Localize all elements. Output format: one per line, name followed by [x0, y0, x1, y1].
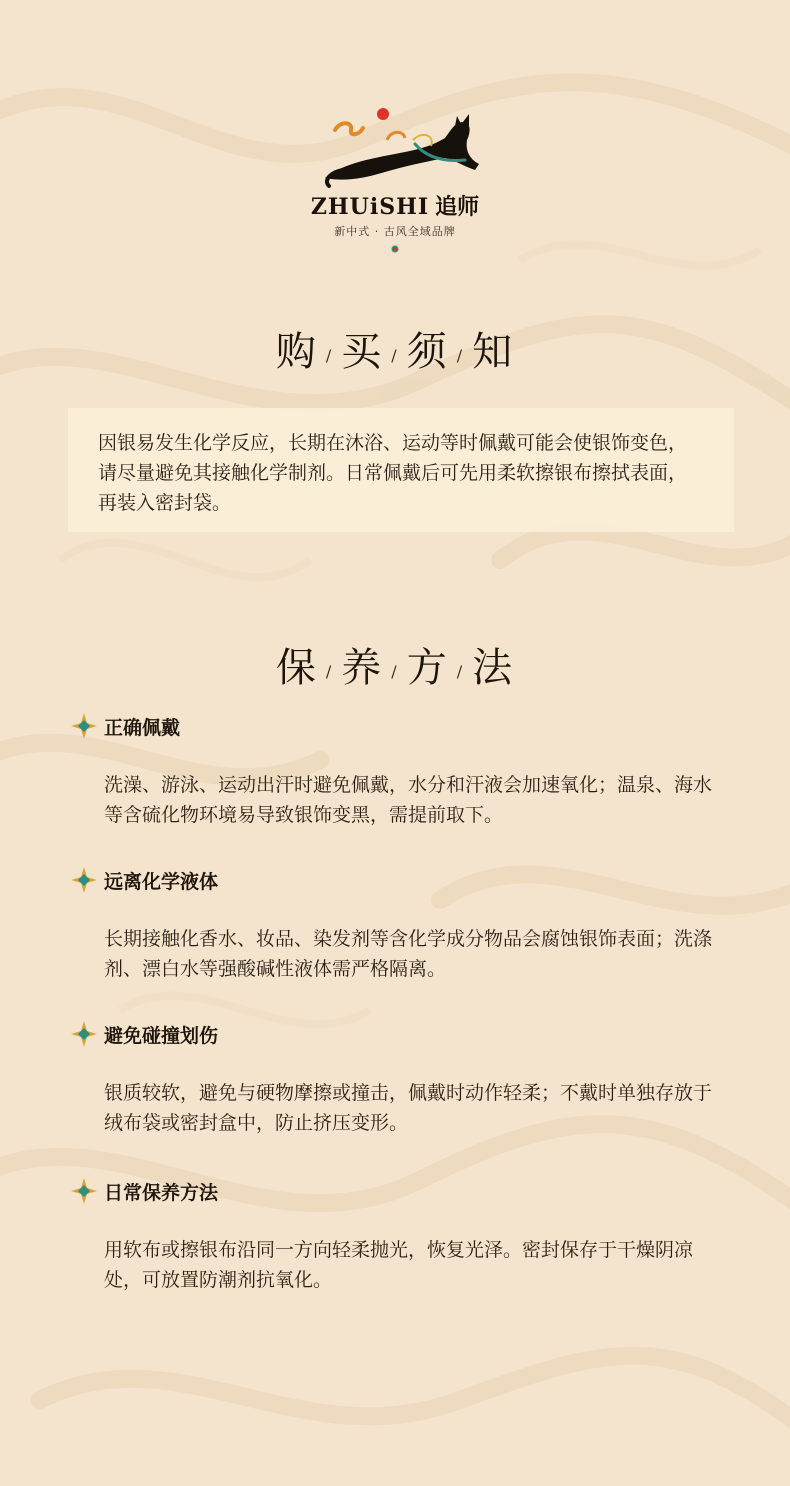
care-item-title: 避免碰撞划伤 — [104, 1024, 219, 1047]
title-char: 买 — [341, 329, 384, 375]
title-separator: / — [391, 662, 399, 681]
title-separator: / — [325, 346, 334, 365]
care-item-title: 正确佩戴 — [104, 716, 181, 739]
brand-chinese-name: 追师 — [435, 195, 480, 220]
title-separator: / — [391, 346, 399, 365]
purchase-notice-text: 因银易发生化学反应，长期在沐浴、运动等时佩戴可能会使银饰变色，请尽量避免其接触化学制剂。日常佩戴后可先用柔软擦银布擦拭表面，再装入密封袋。 — [98, 432, 688, 514]
black-cat-logo-icon — [295, 100, 495, 190]
title-char: 购 — [275, 329, 318, 375]
diamond-sparkle-icon — [70, 866, 98, 894]
care-item-body: 长期接触化香水、妆品、染发剂等含化学成分物品会腐蚀银饰表面；洗涤剂、漂白水等强酸碱性液体需严格隔离。 — [104, 928, 713, 980]
title-char: 保 — [275, 645, 318, 691]
care-item-avoid-chemicals — [70, 866, 730, 984]
care-item-title: 日常保养方法 — [104, 1181, 219, 1204]
care-item-avoid-scratches — [70, 1020, 730, 1138]
diamond-sparkle-icon — [70, 1177, 98, 1205]
care-item-body: 用软布或擦银布沿同一方向轻柔抛光，恢复光泽。密封保存于干燥阴凉处，可放置防潮剂抗氧化。 — [104, 1239, 694, 1291]
care-item-body: 银质较软，避免与硬物摩擦或撞击，佩戴时动作轻柔；不戴时单独存放于绒布袋或密封盒中，防止挤压变形。 — [104, 1082, 713, 1134]
title-separator: / — [456, 662, 465, 681]
title-char: 法 — [472, 645, 515, 691]
purchase-notice-title — [0, 320, 790, 377]
care-item-daily-maintenance — [70, 1177, 730, 1295]
care-method-title — [0, 636, 790, 693]
title-char: 须 — [406, 329, 449, 375]
title-separator: / — [325, 662, 334, 681]
title-char: 养 — [341, 645, 384, 691]
decorative-dot-icon — [391, 245, 399, 253]
brand-tagline: 新中式 · 古风全域品牌 — [334, 225, 456, 238]
purchase-notice-box — [68, 408, 734, 532]
title-separator: / — [456, 346, 465, 365]
brand-logo — [0, 100, 790, 253]
care-item-title: 远离化学液体 — [104, 870, 219, 893]
care-item-correct-wearing — [70, 712, 730, 830]
care-item-body: 洗澡、游泳、运动出汗时避免佩戴，水分和汗液会加速氧化；温泉、海水等含硫化物环境易导致银饰变黑，需提前取下。 — [104, 774, 713, 826]
diamond-sparkle-icon — [70, 1020, 98, 1048]
title-char: 方 — [406, 645, 449, 691]
brand-latin-name: ZHUiSHI — [310, 194, 430, 220]
diamond-sparkle-icon — [70, 712, 98, 740]
title-char: 知 — [472, 329, 515, 375]
